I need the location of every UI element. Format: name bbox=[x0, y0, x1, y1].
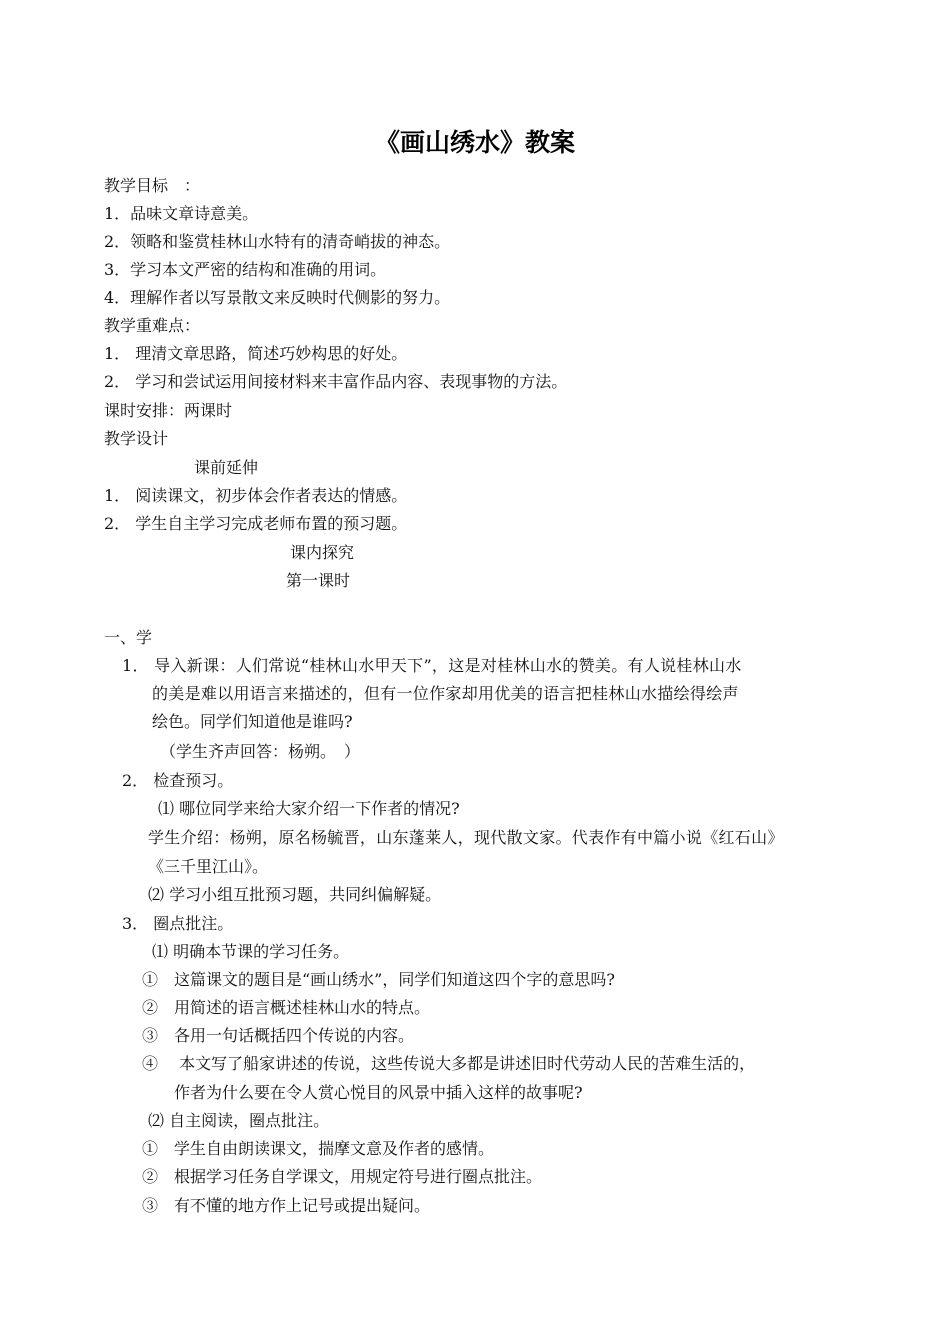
pre-class-item: 1． 阅读课文，初步体会作者表达的情感。 bbox=[104, 486, 408, 505]
objective-item: 1．品味文章诗意美。 bbox=[104, 204, 259, 223]
document-title: 《画山绣水》教案 bbox=[374, 128, 575, 157]
objective-item: 2．领略和鉴赏桂林山水特有的清奇峭拔的神态。 bbox=[104, 232, 451, 251]
reading-item: ③ 有不懂的地方作上记号或提出疑问。 bbox=[142, 1196, 431, 1215]
step-3-heading: 3． 圈点批注。 bbox=[122, 914, 234, 933]
task-item: ③ 各用一句话概括四个传说的内容。 bbox=[142, 1026, 415, 1045]
step-2-intro: 《三千里江山》。 bbox=[148, 857, 269, 876]
objective-item: 4．理解作者以写景散文来反映时代侧影的努力。 bbox=[104, 288, 451, 307]
step-3-subheading: ⑴ 明确本节课的学习任务。 bbox=[152, 942, 350, 961]
step-3-subheading: ⑵ 自主阅读，圈点批注。 bbox=[148, 1111, 330, 1130]
schedule-line: 课时安排：两课时 bbox=[104, 401, 233, 420]
objective-item: 3．学习本文严密的结构和准确的用词。 bbox=[104, 260, 387, 279]
key-points-heading: 教学重难点： bbox=[104, 316, 201, 335]
section-heading: 一、学 bbox=[104, 628, 153, 647]
pre-class-item: 2． 学生自主学习完成老师布置的预习题。 bbox=[104, 514, 408, 533]
step-1-answer: （学生齐声回答：杨朔。 ） bbox=[160, 742, 361, 761]
task-item: ② 用简述的语言概述桂林山水的特点。 bbox=[142, 998, 431, 1017]
step-2-heading: 2． 检查预习。 bbox=[122, 771, 234, 790]
task-item-continued: 作者为什么要在令人赏心悦目的风景中插入这样的故事呢? bbox=[174, 1083, 583, 1102]
task-item: ④ 本文写了船家讲述的传说，这些传说大多都是讲述旧时代劳动人民的苦难生活的， bbox=[142, 1054, 756, 1073]
step-1-line: 的美是难以用语言来描述的，但有一位作家却用优美的语言把桂林山水描绘得绘声 bbox=[152, 684, 739, 703]
reading-item: ② 根据学习任务自学课文，用规定符号进行圈点批注。 bbox=[142, 1167, 543, 1186]
lesson-heading: 第一课时 bbox=[286, 571, 351, 590]
key-point-item: 2． 学习和尝试运用间接材料来丰富作品内容、表现事物的方法。 bbox=[104, 372, 568, 391]
step-2-question: ⑴ 哪位同学来给大家介绍一下作者的情况? bbox=[158, 799, 460, 818]
key-point-item: 1． 理清文章思路，简述巧妙构思的好处。 bbox=[104, 344, 408, 363]
design-heading: 教学设计 bbox=[104, 429, 169, 448]
objectives-heading: 教学目标 ： bbox=[104, 176, 201, 195]
pre-class-heading: 课前延伸 bbox=[194, 458, 259, 477]
in-class-heading: 课内探究 bbox=[290, 543, 355, 562]
step-2-question: ⑵ 学习小组互批预习题，共同纠偏解疑。 bbox=[148, 885, 442, 904]
step-2-intro: 学生介绍：杨朔，原名杨毓晋，山东蓬莱人，现代散文家。代表作有中篇小说《红石山》 bbox=[148, 828, 784, 847]
task-item: ① 这篇课文的题目是“画山绣水”，同学们知道这四个字的意思吗? bbox=[142, 970, 615, 989]
reading-item: ① 学生自由朗读课文，揣摩文意及作者的感情。 bbox=[142, 1139, 495, 1158]
step-1-line: 绘色。同学们知道他是谁吗? bbox=[152, 712, 353, 731]
step-1-line: 1． 导入新课：人们常说“桂林山水甲天下”，这是对桂林山水的赞美。有人说桂林山水 bbox=[122, 656, 742, 675]
